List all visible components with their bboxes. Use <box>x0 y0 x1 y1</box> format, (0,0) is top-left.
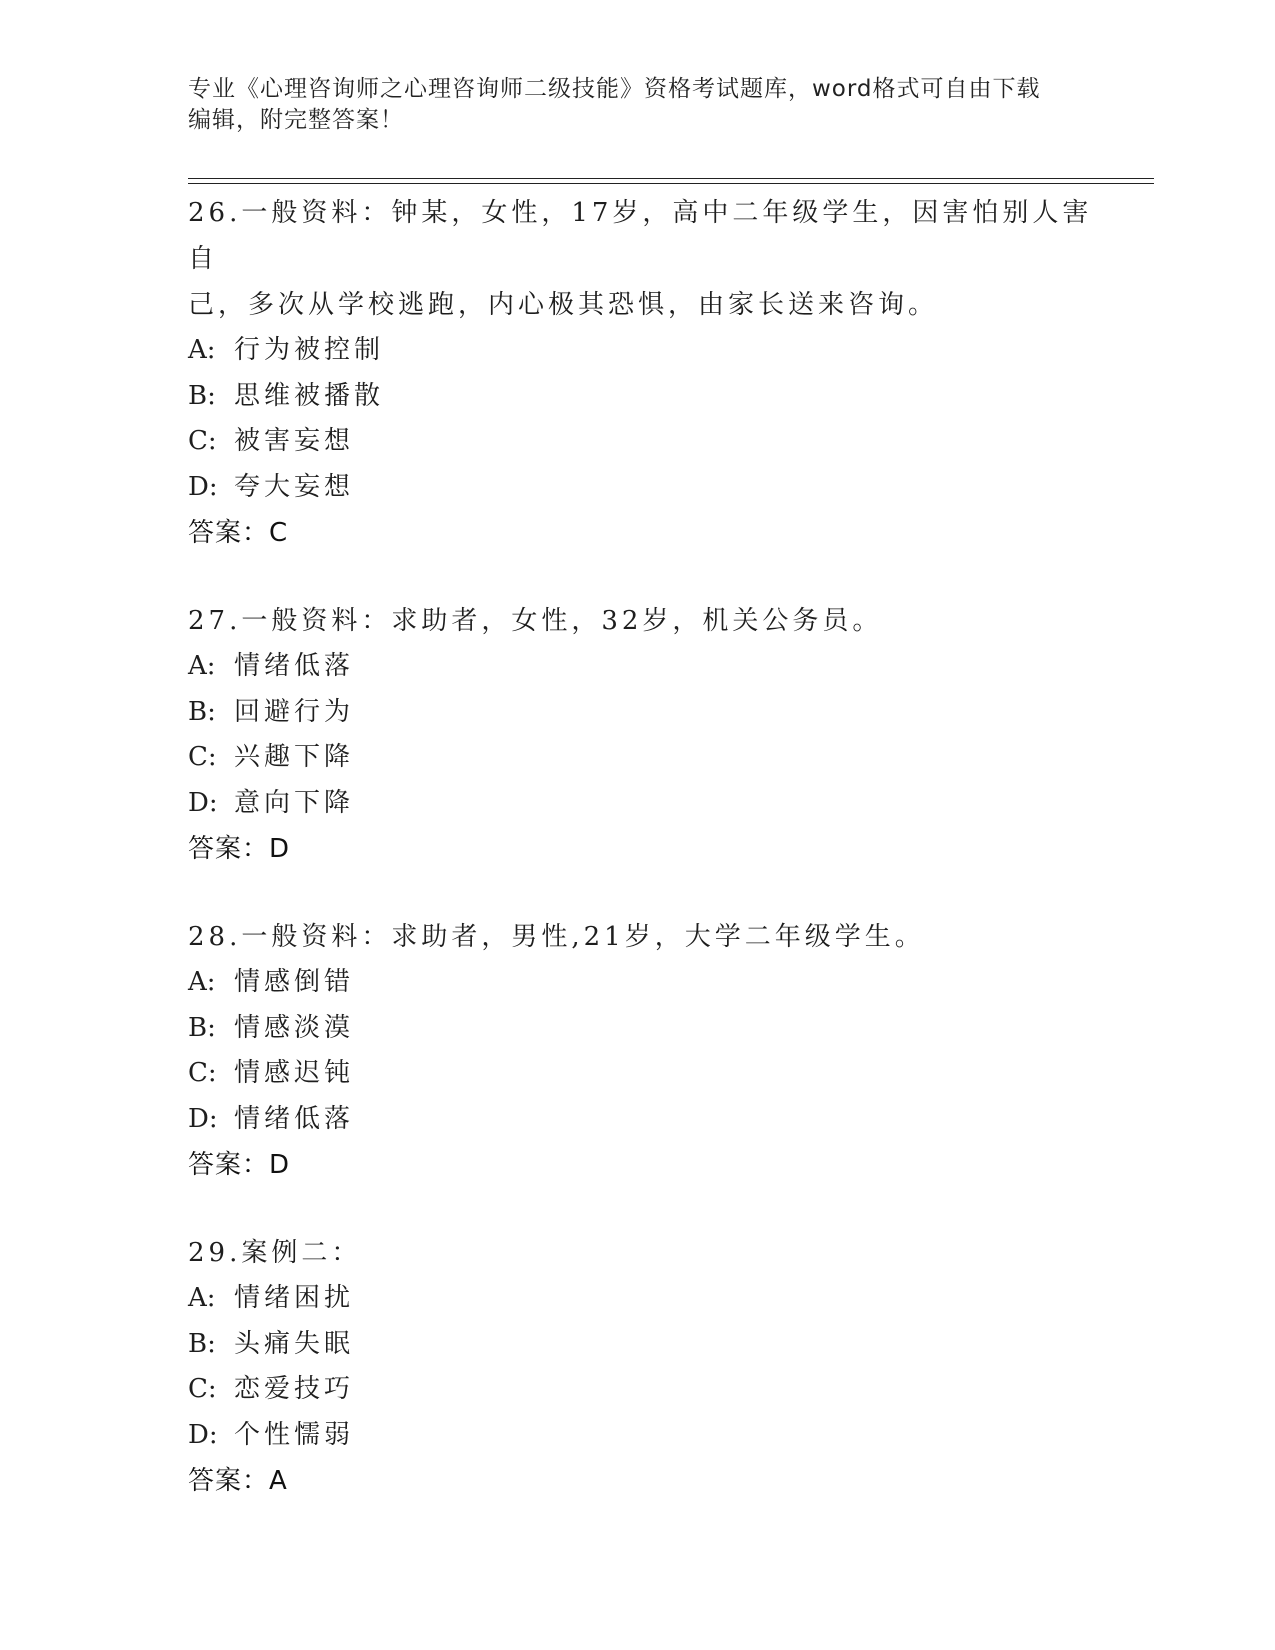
option-key: D: <box>188 787 218 818</box>
option-key: D: <box>188 1419 218 1450</box>
option-text: 头痛失眠 <box>234 1328 355 1359</box>
option-key: C: <box>188 1374 217 1404</box>
option-key: D: <box>188 1103 218 1134</box>
answer: 答案：A <box>188 1466 288 1496</box>
option-key: B: <box>188 1012 216 1043</box>
question-27 <box>188 598 1108 872</box>
option-text: 情绪困扰 <box>234 1283 355 1313</box>
option-key: A: <box>188 335 216 365</box>
option-text: 情感淡漠 <box>234 1012 355 1043</box>
option-c <box>188 1051 1108 1097</box>
option-b <box>188 374 1108 420</box>
option-key: A: <box>188 1283 216 1313</box>
option-a <box>188 960 1108 1006</box>
option-b <box>188 1322 1108 1368</box>
option-text: 行为被控制 <box>234 335 385 365</box>
option-c <box>188 735 1108 781</box>
question-stem <box>188 190 1108 328</box>
answer: 答案：D <box>188 1150 291 1180</box>
header-line-1: 专业《心理咨询师之心理咨询师二级技能》资格考试题库，word格式可自由下载 <box>188 76 1041 102</box>
option-text: 情感倒错 <box>234 967 355 997</box>
option-key: B: <box>188 696 216 727</box>
option-text: 回避行为 <box>234 696 355 727</box>
question-list <box>188 190 1108 1546</box>
option-text: 意向下降 <box>234 787 355 818</box>
option-text: 恋爱技巧 <box>234 1374 355 1404</box>
option-key: C: <box>188 1058 217 1088</box>
header-divider-bottom <box>188 183 1154 184</box>
option-key: C: <box>188 742 217 772</box>
option-text: 个性懦弱 <box>234 1419 355 1450</box>
question-26 <box>188 190 1108 556</box>
option-text: 情绪低落 <box>234 1103 355 1134</box>
question-stem <box>188 1230 1108 1276</box>
option-d <box>188 1097 1108 1143</box>
question-stem-line-1: 26.一般资料：钟某，女性，17岁，高中二年级学生，因害怕别人害自 <box>188 198 1093 274</box>
option-a <box>188 1276 1108 1322</box>
option-text: 兴趣下降 <box>234 742 355 772</box>
option-a <box>188 644 1108 690</box>
question-stem-line-2: 己，多次从学校逃跑，内心极其恐惧，由家长送来咨询。 <box>188 290 939 320</box>
option-text: 被害妄想 <box>234 426 355 456</box>
option-text: 思维被播散 <box>234 380 385 411</box>
option-text: 情感迟钝 <box>234 1058 355 1088</box>
option-b <box>188 1006 1108 1052</box>
option-text: 夸大妄想 <box>234 471 355 502</box>
header-divider-top <box>188 178 1154 179</box>
option-a <box>188 328 1108 374</box>
option-d <box>188 465 1108 511</box>
option-d <box>188 1413 1108 1459</box>
question-stem-line-1: 28.一般资料：求助者，男性,21岁，大学二年级学生。 <box>188 922 925 952</box>
question-stem-line-1: 29.案例二： <box>188 1238 362 1268</box>
question-29 <box>188 1230 1108 1504</box>
option-key: D: <box>188 471 218 502</box>
option-key: C: <box>188 426 217 456</box>
option-c <box>188 1367 1108 1413</box>
document-header <box>188 74 1088 136</box>
question-stem <box>188 598 1108 644</box>
option-key: A: <box>188 651 216 681</box>
option-d <box>188 781 1108 827</box>
question-stem <box>188 914 1108 960</box>
answer: 答案：C <box>188 518 289 548</box>
option-key: B: <box>188 1328 216 1359</box>
option-text: 情绪低落 <box>234 651 355 681</box>
option-b <box>188 690 1108 736</box>
option-key: B: <box>188 380 216 411</box>
header-line-2: 编辑，附完整答案！ <box>188 107 404 133</box>
question-28 <box>188 914 1108 1188</box>
option-c <box>188 419 1108 465</box>
answer: 答案：D <box>188 834 291 864</box>
question-stem-line-1: 27.一般资料：求助者，女性，32岁，机关公务员。 <box>188 606 883 636</box>
option-key: A: <box>188 967 216 997</box>
